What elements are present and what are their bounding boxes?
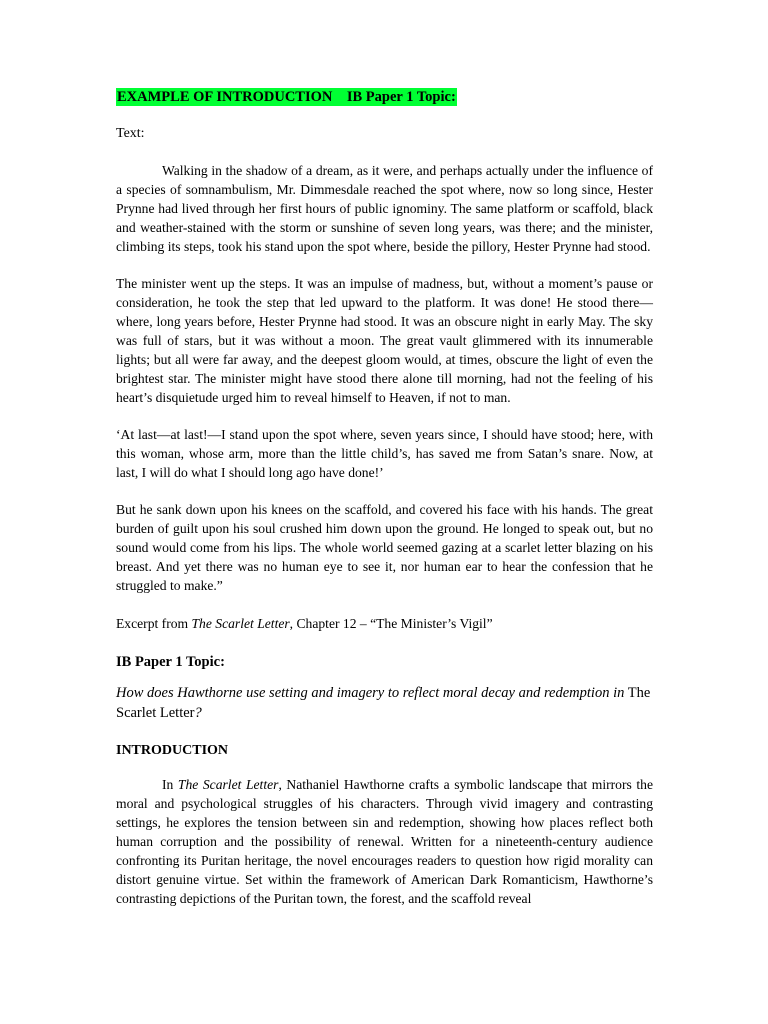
document-page [116,88,653,908]
intro-title: The Scarlet Letter [177,777,279,792]
intro-body: , Nathaniel Hawthorne crafts a symbolic landscape that mirrors the moral and psychological struggles of his characters. Through vivid imagery and contrasting settings, he explores the tension between sin and redemption, showing how places reflect both human corruption and the possibility of renewal. Written for a nineteenth-century audience confronting its Puritan heritage, the novel encourages readers to question how rigid morality can distort genuine virtue. Set within the framework of American Dark Romanticism, Hawthorne’s contrasting depictions of the Puritan town, the forest, and the scaffold reveal [116,777,653,906]
topic-question [116,683,653,723]
introduction-heading: INTRODUCTION [116,743,229,758]
excerpt-citation [116,614,653,633]
introduction-paragraph [116,775,653,908]
heading-row [116,88,653,106]
question-title: The Scarlet Letter [116,685,651,721]
excerpt-suffix: , Chapter 12 – “The Minister’s Vigil” [289,616,493,631]
passage-paragraph-3: ‘At last—at last!—I stand upon the spot where, seven years since, I should have stood; here, with this woman, whose arm, more than the little child’s, has saved me from Satan’s snare. Now, at last, I will do what I should long ago have done!’ [116,427,653,480]
excerpt-title: The Scarlet Letter [191,616,290,631]
highlighted-heading: EXAMPLE OF INTRODUCTION IB Paper 1 Topic: [117,89,456,105]
text-label: Text: [116,126,145,141]
excerpt-prefix: Excerpt from [116,616,192,631]
passage-paragraph-1: Walking in the shadow of a dream, as it were, and perhaps actually under the influence of a species of somnambulism, Mr. Dimmesdale reached the spot where, now so long since, Hester Prynne had lived through her first hours of public ignominy. The same platform or scaffold, black and weather-stained with the storm or sunshine of seven long years, was there; and the minister, climbing its steps, took his stand upon the spot where, beside the pillory, Hester Prynne had stood. [116,163,653,254]
topic-heading: IB Paper 1 Topic: [116,654,225,670]
passage-paragraph-2: The minister went up the steps. It was an impulse of madness, but, without a moment’s pause or consideration, he took the step that led upward to the platform. It was done! He stood there—where, long years before, Hester Prynne had stood. It was an obscure night in early May. The sky was full of stars, but it was without a moon. The great vault glimmered with its innumerable lights; but all were far away, and the deepest gloom would, at times, obscure the light of even the brightest star. The minister might have stood there alone till morning, had not the feeling of his heart’s disquietude urged him to reveal himself to Heaven, if not to man. [116,276,653,405]
passage-paragraph-4: But he sank down upon his knees on the scaffold, and covered his face with his hands. The great burden of guilt upon his soul crushed him down upon the ground. He longed to speak out, but no sound would come from his lips. The whole world seemed gazing at a scarlet letter blazing on his breast. And yet there was no human eye to see it, nor human ear to hear the confession that he struggled to make.” [116,502,653,593]
question-end: ? [194,705,202,721]
intro-lead: In [162,777,178,792]
question-italic: How does Hawthorne use setting and imagery to reflect moral decay and redemption in [116,685,625,701]
